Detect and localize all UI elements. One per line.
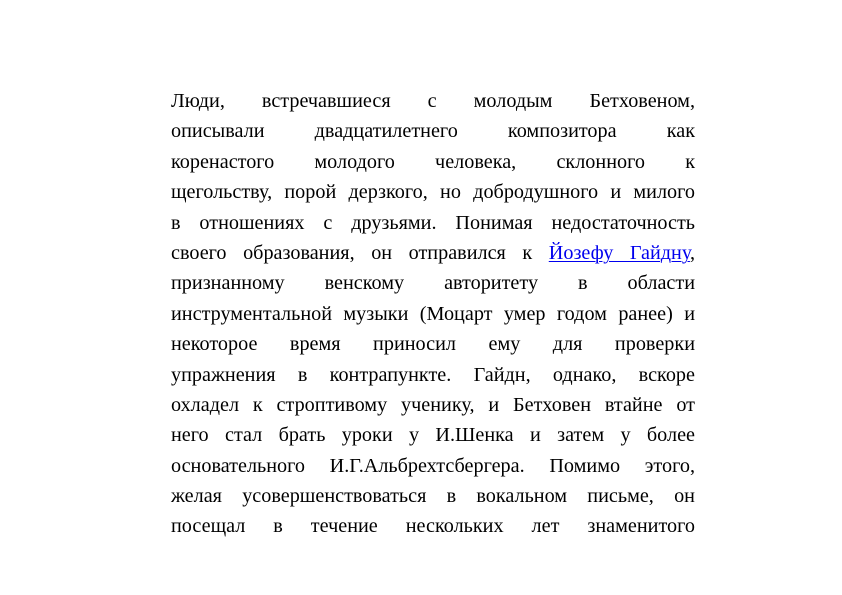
text-line: посещал в течение нескольких лет знаменитого — [171, 515, 695, 538]
text-line: щегольству, порой дерзкого, но добродушного и милого — [171, 181, 695, 204]
text-line: охладел к строптивому ученику, и Бетховен втайне от — [171, 393, 695, 416]
text-line: него стал брать уроки у И.Шенка и затем у более — [171, 424, 695, 447]
text-line: инструментальной музыки (Моцарт умер годом ранее) и — [171, 302, 695, 325]
text-line: желая усовершенствоваться в вокальном письме, он — [171, 485, 695, 508]
text-line: упражнения в контрапункте. Гайдн, однако, вскоре — [171, 363, 695, 386]
text-line-with-link — [171, 238, 695, 268]
haydn-link[interactable]: Йозефу Гайдну — [548, 241, 690, 264]
text-segment: , — [689, 241, 695, 264]
text-line: признанному венскому авторитету в области — [171, 272, 695, 295]
text-line: коренастого молодого человека, склонного к — [171, 150, 695, 173]
text-segment: своего образования, он отправился к — [171, 241, 549, 264]
text-line: Люди, встречавшиеся с молодым Бетховеном, — [171, 90, 695, 112]
paragraph — [171, 86, 695, 542]
text-line: описывали двадцатилетнего композитора как — [171, 120, 695, 143]
text-line: основательного И.Г.Альбрехтсбергера. Помимо этого, — [171, 454, 695, 477]
text-line: некоторое время приносил ему для проверки — [171, 333, 695, 356]
text-line: в отношениях с друзьями. Понимая недостаточность — [171, 211, 695, 234]
